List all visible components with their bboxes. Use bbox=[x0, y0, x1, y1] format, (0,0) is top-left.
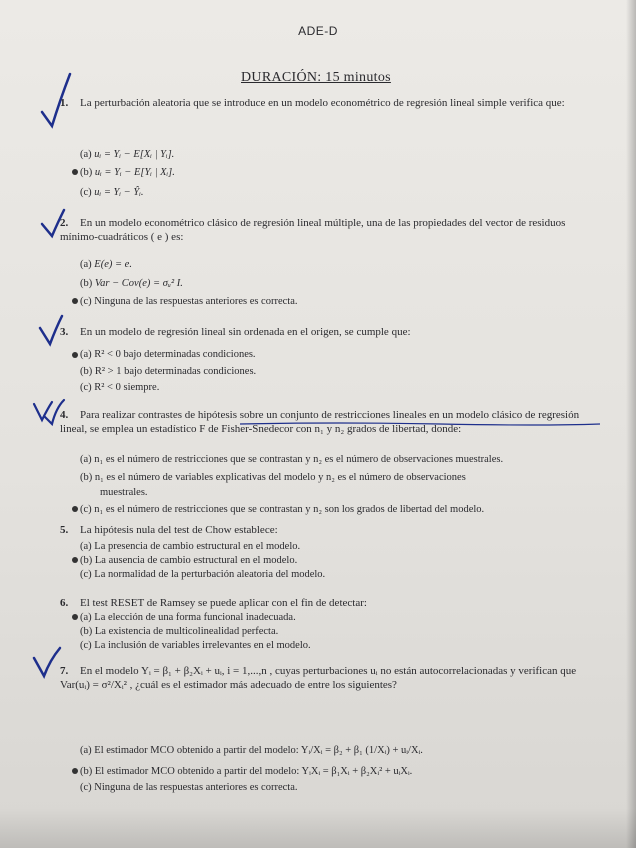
option-4b: (b) n₁ es el número de variables explicativas del modelo y n₂ es el número de observaciones bbox=[80, 472, 466, 483]
option-5a: (a) La presencia de cambio estructural en el modelo. bbox=[80, 541, 301, 552]
option-2a: (a) E(e) = e. bbox=[80, 259, 132, 270]
question-3 bbox=[60, 325, 605, 339]
question-stem: El test RESET de Ramsey se puede aplicar con el fin de detectar: bbox=[80, 597, 367, 609]
option-6b: (b) La existencia de multicolinealidad perfecta. bbox=[80, 626, 279, 637]
option-7c: (c) Ninguna de las respuestas anteriores es correcta. bbox=[80, 782, 298, 793]
option-2b: (b) Var − Cov(e) = σᵤ² I. bbox=[80, 278, 183, 289]
option-6a: (a) La elección de una forma funcional inadecuada. bbox=[80, 612, 296, 623]
exam-code: ADE-D bbox=[298, 24, 338, 38]
question-1 bbox=[60, 96, 605, 110]
question-number: 3. bbox=[60, 326, 69, 338]
duration-title: DURACIÓN: 15 minutos bbox=[241, 70, 391, 85]
answer-mark-dot bbox=[72, 298, 78, 304]
option-1a: (a) uᵢ = Yᵢ − E[Xᵢ | Yᵢ]. bbox=[80, 149, 175, 160]
page-bottom-shadow bbox=[0, 808, 636, 848]
option-1b: (b) uᵢ = Yᵢ − E[Yᵢ | Xᵢ]. bbox=[80, 167, 175, 178]
option-5b: (b) La ausencia de cambio estructural en el modelo. bbox=[80, 555, 298, 566]
question-stem: La perturbación aleatoria que se introduce en un modelo econométrico de regresión lineal simple verifica que: bbox=[80, 97, 565, 109]
question-stem: La hipótesis nula del test de Chow establece: bbox=[80, 524, 278, 536]
question-number: 4. bbox=[60, 409, 69, 421]
question-5 bbox=[60, 523, 605, 537]
option-1c: (c) uᵢ = Yᵢ − Ŷᵢ. bbox=[80, 187, 144, 198]
answer-mark-dot bbox=[72, 614, 78, 620]
question-4 bbox=[60, 408, 605, 436]
option-3a: (a) R² < 0 bajo determinadas condiciones. bbox=[80, 349, 256, 360]
answer-mark-dot bbox=[72, 557, 78, 563]
answer-mark-dot bbox=[72, 169, 78, 175]
option-4c: (c) n₁ es el número de restricciones que se contrastan y n₂ son los grados de libertad del modelo. bbox=[80, 504, 485, 515]
question-number: 1. bbox=[60, 97, 69, 109]
option-7b: (b) El estimador MCO obtenido a partir del modelo: YᵢXᵢ = β₁Xᵢ + β₂Xᵢ² + uᵢXᵢ. bbox=[80, 766, 413, 777]
question-stem: En un modelo econométrico clásico de regresión lineal múltiple, una de las propiedades del vector de residuos mínimo-cuadráticos ( e ) es: bbox=[60, 217, 566, 243]
question-number: 6. bbox=[60, 597, 69, 609]
question-stem: Para realizar contrastes de hipótesis sobre un conjunto de restricciones lineales en un modelo clásico de regresión lineal, se emplea un estadístico F de Fisher-Snedecor con n₁ y n₂ grados de libertad, donde: bbox=[60, 409, 580, 435]
question-number: 7. bbox=[60, 665, 69, 677]
answer-mark-dot bbox=[72, 768, 78, 774]
answer-mark-dot bbox=[72, 352, 78, 358]
option-4b-cont: muestrales. bbox=[100, 487, 148, 498]
option-3b: (b) R² > 1 bajo determinadas condiciones. bbox=[80, 366, 257, 377]
option-2c: (c) Ninguna de las respuestas anteriores es correcta. bbox=[80, 296, 298, 307]
option-6c: (c) La inclusión de variables irrelevantes en el modelo. bbox=[80, 640, 311, 651]
question-number: 5. bbox=[60, 524, 69, 536]
answer-mark-dot bbox=[72, 506, 78, 512]
question-stem: En el modelo Yᵢ = β₁ + β₂Xᵢ + uᵢ, i = 1,...,n , cuyas perturbaciones uᵢ no están autocorrelacionadas y verifican que Var(uᵢ) = σ²/Xᵢ² , ¿cuál es el estimador más adecuado de entre los siguientes? bbox=[60, 665, 577, 691]
question-number: 2. bbox=[60, 217, 69, 229]
option-5c: (c) La normalidad de la perturbación aleatoria del modelo. bbox=[80, 569, 326, 580]
option-4a: (a) n₁ es el número de restricciones que se contrastan y n₂ es el número de observaciones muestrales. bbox=[80, 454, 504, 465]
question-6 bbox=[60, 596, 605, 610]
question-stem: En un modelo de regresión lineal sin ordenada en el origen, se cumple que: bbox=[80, 326, 411, 338]
option-7a: (a) El estimador MCO obtenido a partir del modelo: Yᵢ/Xᵢ = β₂ + β₁ (1/Xᵢ) + uᵢ/Xᵢ. bbox=[80, 745, 423, 756]
page-edge-shadow bbox=[626, 0, 636, 848]
question-2 bbox=[60, 216, 605, 244]
option-4c-text: n₁ es el número de restricciones que se contrastan y n₂ son los grados de libertad del modelo. bbox=[94, 504, 485, 515]
option-3c: (c) R² < 0 siempre. bbox=[80, 382, 160, 393]
question-7 bbox=[60, 664, 600, 692]
